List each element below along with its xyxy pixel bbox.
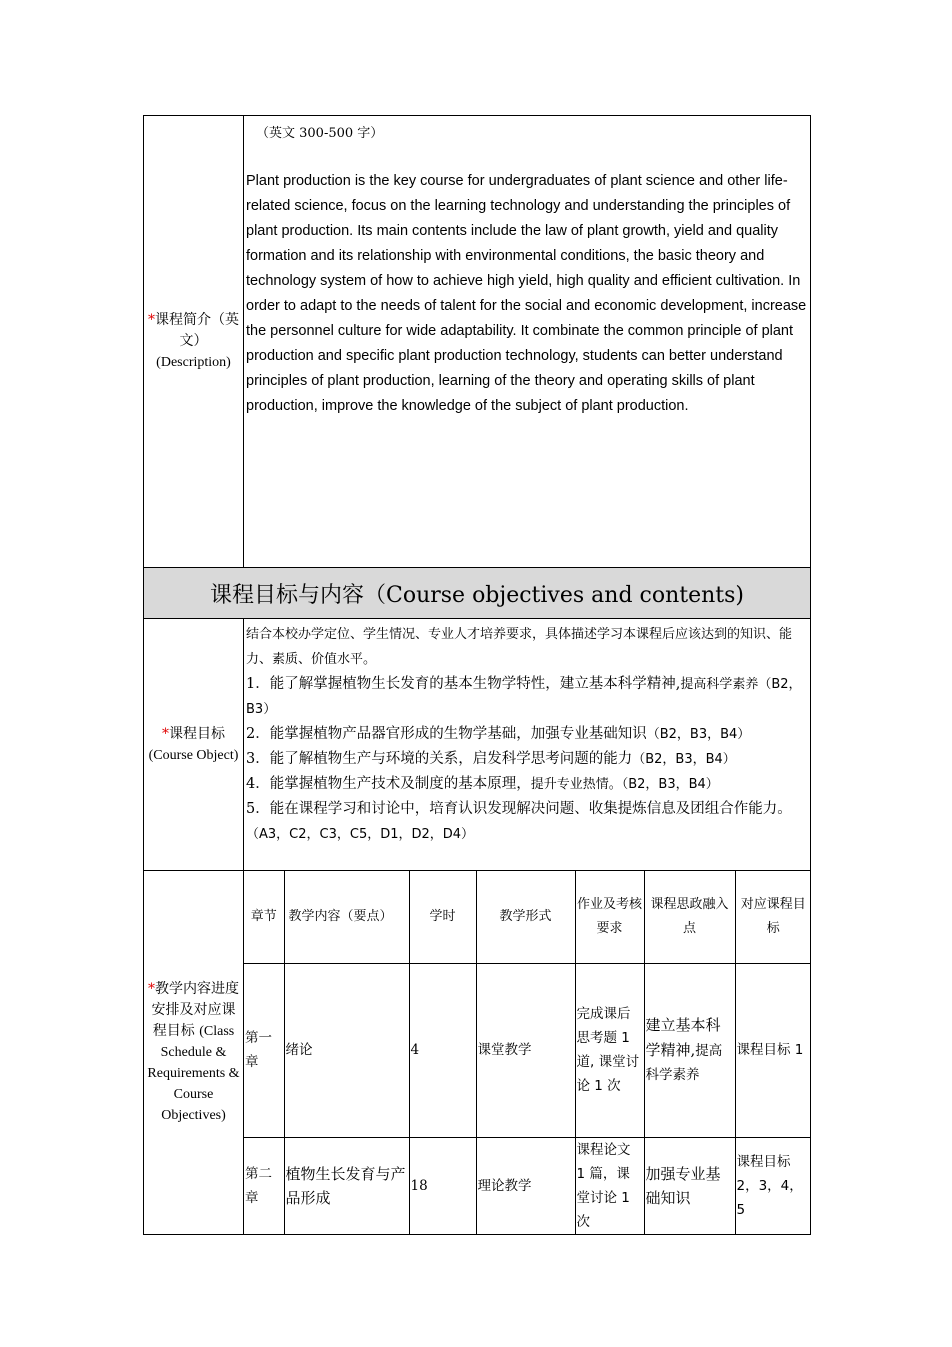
- description-label-en: (Description): [156, 355, 231, 370]
- cell-content: 植物生长发育与产品形成: [284, 1137, 409, 1234]
- header-homework: 作业及考核要求: [575, 871, 644, 963]
- cell-form: 理论教学: [476, 1137, 575, 1234]
- objective-item: 3．能了解植物生产与环境的关系，启发科学思考问题的能力（B2，B3，B4）: [246, 751, 736, 767]
- schedule-cell: [244, 871, 811, 1235]
- header-objective: 对应课程目标: [735, 871, 811, 963]
- cell-objective: 课程目标 2，3，4，5: [735, 1137, 811, 1234]
- header-form: 教学形式: [476, 871, 575, 963]
- table-row: [244, 1137, 811, 1234]
- schedule-header-row: [244, 871, 811, 963]
- objectives-row: [144, 619, 811, 871]
- schedule-row: [144, 871, 811, 1235]
- objective-item: 1．能了解掌握植物生长发育的基本生物学特性，建立基本科学精神,提高科学素养（B2，B3）: [246, 676, 802, 717]
- section-header: [144, 568, 811, 619]
- schedule-label: [144, 871, 244, 1235]
- course-form: [143, 115, 810, 1230]
- schedule-label-en: (Class Schedule & Requirements & Course Objectives): [147, 1023, 240, 1123]
- required-mark: *: [148, 980, 155, 997]
- objective-item: 2．能掌握植物产品器官形成的生物学基础，加强专业基础知识（B2，B3，B4）: [246, 726, 751, 742]
- header-ideology: 课程思政融入点: [644, 871, 735, 963]
- header-hours: 学时: [409, 871, 476, 963]
- objectives-label-en: (Course Object): [148, 747, 239, 763]
- section-title-en: （Course objectives and contents): [364, 582, 745, 608]
- cell-hours: 18: [409, 1137, 476, 1234]
- schedule-label-cn: 教学内容进度安排及对应课程目标: [151, 980, 239, 1039]
- objectives-label: [144, 619, 244, 871]
- description-text: Plant production is the key course for undergraduates of plant science and other life-related science, focus on the learning technology and understanding the principles of plant production. Its main contents include the law of plant growth, yield and quality formation and its relationship with environmental conditions, the basic theory and technology system of how to achieve high yield, high quality and efficient cultivation. In order to adapt to the needs of talent for the social and economic development, increase the personnel culture for wide adaptability. It combinate the common principle of plant production and specific plant production technology, students can better understand principles of plant production, learning of the theory and operating skills of plant production, improve the knowledge of the subject of plant production.: [246, 173, 807, 414]
- section-header-row: [144, 568, 811, 619]
- cell-chapter: 第一章: [244, 963, 284, 1137]
- objectives-intro: 结合本校办学定位、学生情况、专业人才培养要求，具体描述学习本课程后应该达到的知识、能力、素质、价值水平。: [246, 627, 793, 667]
- schedule-table: [244, 871, 811, 1234]
- header-chapter: 章节: [244, 871, 284, 963]
- objectives-label-cn: 课程目标: [169, 725, 225, 742]
- section-title-cn: 课程目标与内容: [209, 582, 364, 608]
- table-row: [244, 963, 811, 1137]
- cell-ideology: 加强专业基础知识: [644, 1137, 735, 1234]
- description-hint: （英文 300-500 字）: [256, 126, 384, 141]
- cell-homework: 完成课后思考题 1 道, 课堂讨论 1 次: [575, 963, 644, 1137]
- required-mark: *: [148, 312, 155, 328]
- cell-ideology: 建立基本科学精神,提高科学素养: [644, 963, 735, 1137]
- cell-content: 绪论: [284, 963, 409, 1137]
- description-label: [144, 116, 244, 568]
- cell-objective: 课程目标 1: [735, 963, 811, 1137]
- required-mark: *: [162, 725, 169, 742]
- objective-item: 4．能掌握植物生产技术及制度的基本原理，提升专业热情。（B2，B3，B4）: [246, 776, 719, 792]
- header-content: 教学内容（要点）: [284, 871, 409, 963]
- cell-form: 课堂教学: [476, 963, 575, 1137]
- objective-item: 5．能在课程学习和讨论中，培育认识发现解决问题、收集提炼信息及团组合作能力。（A3，C2，C3，C5，D1，D2，D4）: [246, 801, 792, 842]
- description-label-cn: 课程简介（英文）: [155, 312, 239, 349]
- cell-hours: 4: [409, 963, 476, 1137]
- course-table: [143, 115, 811, 1235]
- cell-homework: 课程论文 1 篇，课堂讨论 1 次: [575, 1137, 644, 1234]
- description-cell: [244, 116, 811, 568]
- objectives-cell: [244, 619, 811, 871]
- description-row: [144, 116, 811, 568]
- cell-chapter: 第二章: [244, 1137, 284, 1234]
